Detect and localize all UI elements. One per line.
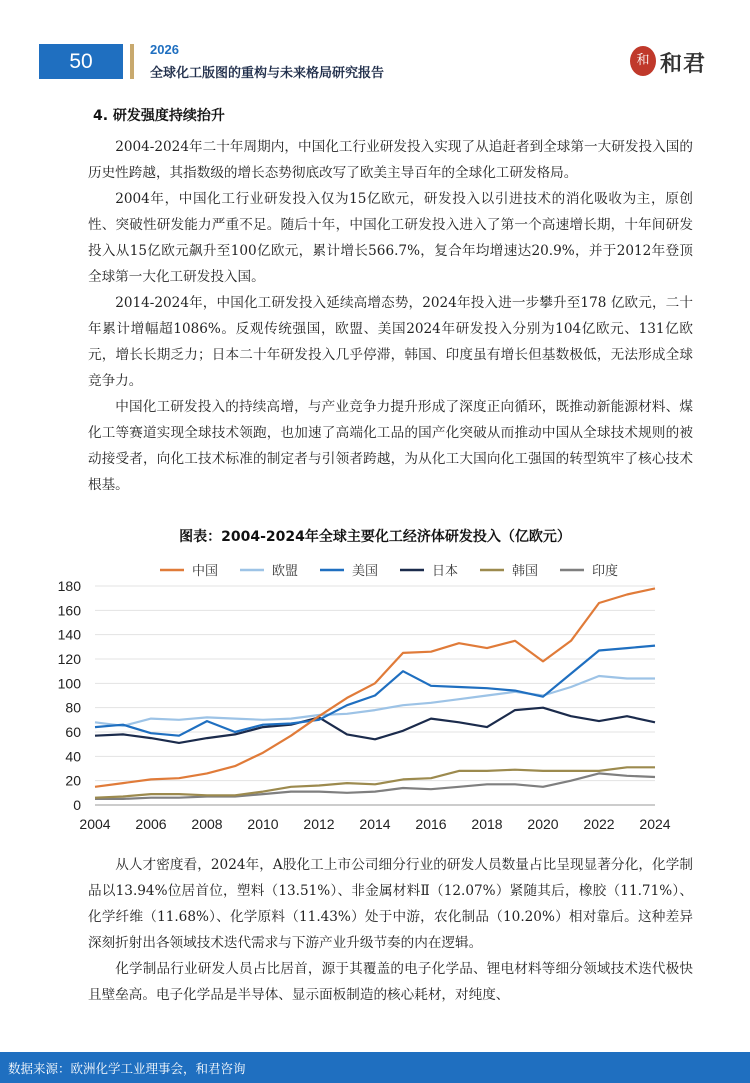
legend-label: 中国	[192, 564, 219, 579]
x-tick-label: 2022	[583, 816, 615, 832]
paragraph: 中国化工研发投入的持续高增，与产业竞争力提升形成了深度正向循环，既推动新能源材料、煤化工等赛道实现全球技术领跑，也加速了高端化工品的国产化突破从而推动中国从全球技术规则的被动接受者，向化工技术标准的制定者与引领者跨越，为从化工大国向化工强国的转型筑牢了核心技术根基。	[88, 399, 693, 493]
page-header	[0, 0, 750, 95]
logo-seal-icon: 和	[630, 46, 656, 76]
chart-title: 图表：2004-2024年全球主要化工经济体研发投入（亿欧元）	[179, 529, 571, 545]
y-tick-label: 180	[57, 578, 81, 594]
paragraph: 2004-2024年二十年周期内，中国化工行业研发投入实现了从追赶者到全球第一大研发投入国的历史性跨越，其指数级的增长态势彻底改写了欧美主导百年的全球化工研发格局。	[88, 139, 693, 181]
x-tick-label: 2010	[247, 816, 279, 832]
legend-label: 日本	[432, 564, 459, 579]
y-tick-label: 140	[57, 626, 81, 643]
y-tick-label: 100	[57, 675, 81, 692]
paragraph: 从人才密度看，2024年，A股化工上市公司细分行业的研发人员数量占比呈现显著分化，化学制品以13.94%位居首位，塑料（13.51%）、非金属材料Ⅱ（12.07%）紧随其后，橡胶（11.71%）、化学纤维（11.68%）、化学原料（11.43%）处于中游，农化制品（10.20%）相对靠后。这种差异深刻折射出各领域技术迭代需求与下游产业升级节奏的内在逻辑。	[88, 857, 693, 951]
x-tick-label: 2004	[79, 816, 111, 832]
page-number: 50	[39, 44, 123, 79]
y-tick-label: 120	[57, 651, 81, 667]
y-tick-label: 80	[65, 699, 81, 716]
report-year: 2026	[150, 42, 179, 57]
paragraph: 2004年，中国化工行业研发投入仅为15亿欧元，研发投入以引进技术的消化吸收为主，原创性、突破性研发能力严重不足。随后十年，中国化工研发投入进入了第一个高速增长期，十年间研发投入从15亿欧元飙升至100亿欧元，累计增长566.7%，复合年均增速达20.9%，并于2012年登顶全球第一大化工研发投入国。	[88, 191, 693, 285]
y-tick-label: 20	[65, 772, 81, 789]
x-tick-label: 2024	[639, 816, 671, 832]
x-tick-label: 2014	[359, 816, 391, 832]
series-line	[95, 708, 655, 743]
legend-label: 欧盟	[272, 564, 299, 579]
paragraph: 2014-2024年，中国化工研发投入延续高增态势，2024年投入进一步攀升至178 亿欧元，二十年累计增幅超1086%。反观传统强国，欧盟、美国2024年研发投入分别为104亿欧元、131亿欧元，增长长期乏力；日本二十年研发投入几乎停滞，韩国、印度虽有增长但基数极低，无法形成全球竞争力。	[88, 295, 693, 389]
x-tick-label: 2020	[527, 816, 559, 832]
company-logo	[630, 44, 720, 80]
y-tick-label: 160	[57, 602, 81, 619]
x-tick-label: 2012	[303, 816, 335, 832]
series-line	[95, 767, 655, 797]
x-tick-label: 2008	[191, 816, 223, 832]
section-title: 4. 研发强度持续抬升	[93, 108, 225, 124]
y-tick-label: 0	[73, 797, 81, 813]
page-footer	[0, 1052, 750, 1083]
section-body-2	[88, 852, 693, 1008]
section-body	[88, 104, 693, 498]
data-source: 数据来源：欧洲化学工业理事会，和君咨询	[8, 1061, 246, 1076]
logo-text: 和君	[660, 52, 707, 77]
header-divider	[130, 44, 134, 79]
legend-label: 印度	[592, 564, 619, 579]
legend-label: 韩国	[512, 564, 539, 579]
y-tick-label: 40	[65, 748, 81, 765]
report-title: 全球化工版图的重构与未来格局研究报告	[150, 66, 385, 81]
legend-label: 美国	[352, 564, 379, 579]
line-chart	[40, 556, 710, 836]
x-tick-label: 2018	[471, 816, 503, 832]
x-tick-label: 2016	[415, 816, 447, 832]
paragraph: 化学制品行业研发人员占比居首，源于其覆盖的电子化学品、锂电材料等细分领域技术迭代极快且壁垒高。电子化学品是半导体、显示面板制造的核心耗材，对纯度、	[88, 961, 693, 1003]
chart-svg	[40, 556, 710, 836]
y-tick-label: 60	[65, 724, 81, 740]
x-tick-label: 2006	[135, 816, 167, 832]
